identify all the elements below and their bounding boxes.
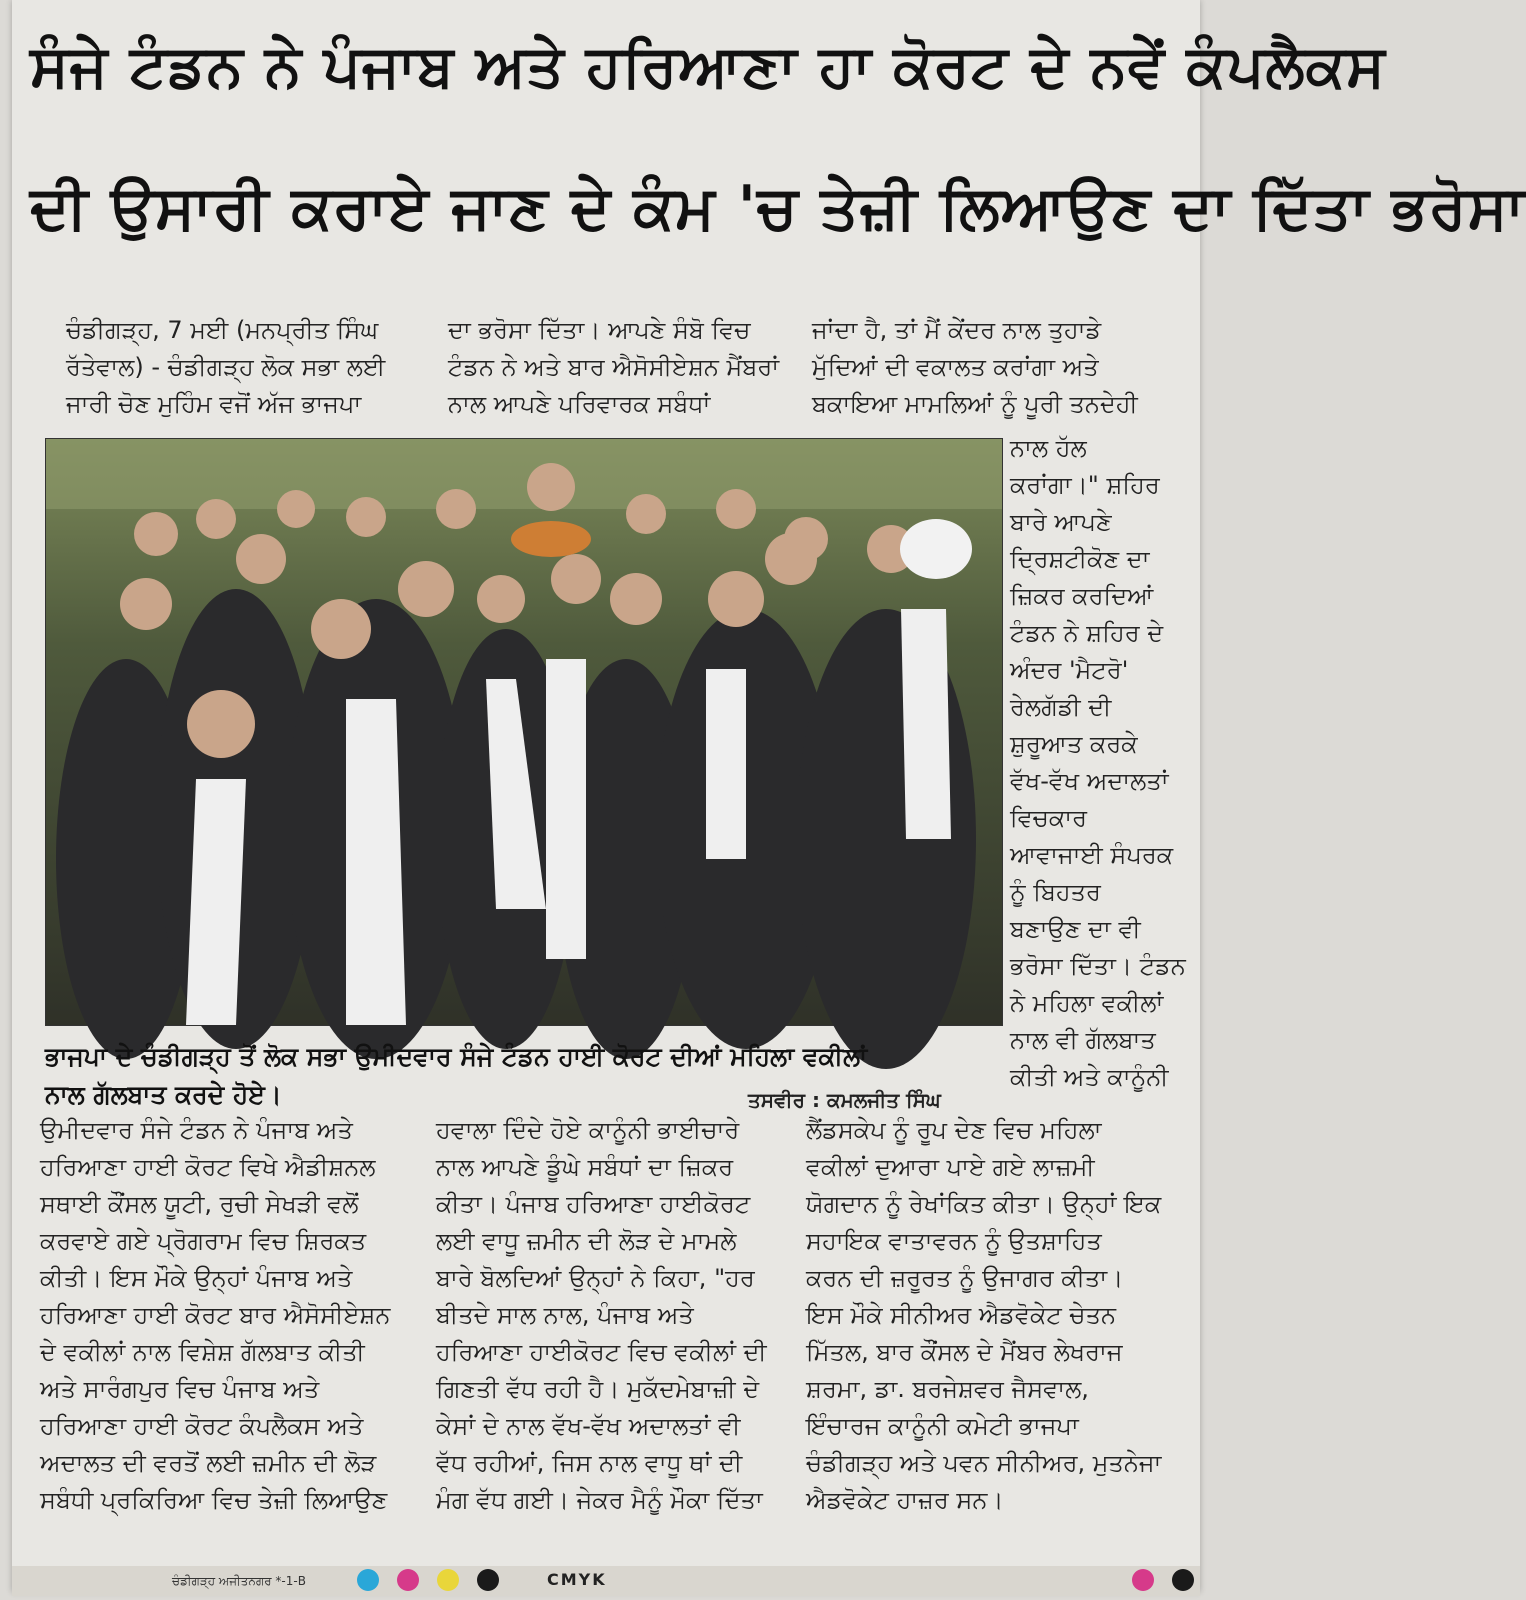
news-photo-illustration: [46, 439, 1002, 1025]
side-column: ਨਾਲ ਹੱਲ ਕਰਾਂਗਾ।" ਸ਼ਹਿਰ ਬਾਰੇ ਆਪਣੇ ਦ੍ਰਿਸ਼ਟੀਕੋਣ ਦਾ ਜ਼ਿਕਰ ਕਰਦਿਆਂ ਟੰਡਨ ਨੇ ਸ਼ਹਿਰ ਦੇ ਅੰਦਰ 'ਮੈਟਰੋ' ਰੇਲਗੱਡੀ ਦੀ ਸ਼ੁਰੂਆਤ ਕਰਕੇ ਵੱਖ-ਵੱਖ ਅਦਾਲਤਾਂ ਵਿਚਕਾਰ ਆਵਾਜਾਈ ਸੰਪਰਕ ਨੂੰ ਬਿਹਤਰ ਬਣਾਉਣ ਦਾ ਵੀ ਭਰੋਸਾ ਦਿੱਤਾ। ਟੰਡਨ ਨੇ ਮਹਿਲਾ ਵਕੀਲਾਂ ਨਾਲ ਵੀ ਗੱਲਬਾਤ ਕੀਤੀ ਅਤੇ ਕਾਨੂੰਨੀ: [1010, 434, 1186, 1091]
black-registration-dot: [477, 1569, 499, 1591]
body-column-3: ਲੈਂਡਸਕੇਪ ਨੂੰ ਰੂਪ ਦੇਣ ਵਿਚ ਮਹਿਲਾ ਵਕੀਲਾਂ ਦੁਆਰਾ ਪਾਏ ਗਏ ਲਾਜ਼ਮੀ ਯੋਗਦਾਨ ਨੂੰ ਰੇਖਾਂਕਿਤ ਕੀਤਾ। ਉਨ੍ਹਾਂ ਇਕ ਸਹਾਇਕ ਵਾਤਾਵਰਨ ਨੂੰ ਉਤਸ਼ਾਹਿਤ ਕਰਨ ਦੀ ਜ਼ਰੂਰਤ ਨੂੰ ਉਜਾਗਰ ਕੀਤਾ। ਇਸ ਮੌਕੇ ਸੀਨੀਅਰ ਐਡਵੋਕੇਟ ਚੇਤਨ ਮਿੱਤਲ, ਬਾਰ ਕੌਂਸਲ ਦੇ ਮੈਂਬਰ ਲੇਖਰਾਜ ਸ਼ਰਮਾ, ਡਾ. ਬਰਜੇਸ਼ਵਰ ਜੈਸਵਾਲ, ਇੰਚਾਰਜ ਕਾਨੂੰਨੀ ਕਮੇਟੀ ਭਾਜਪਾ ਚੰਡੀਗੜ੍ਹ ਅਤੇ ਪਵਨ ਸੀਨੀਅਰ, ਮੁਤਨੇਜਾ ਐਡਵੋਕੇਟ ਹਾਜ਼ਰ ਸਨ।: [806, 1116, 1162, 1514]
headline-line-2: ਦੀ ਉਸਾਰੀ ਕਰਾਏ ਜਾਣ ਦੇ ਕੰਮ 'ਚ ਤੇਜ਼ੀ ਲਿਆਉਣ ਦਾ ਦਿੱਤਾ ਭਰੋਸਾ: [30, 173, 1526, 243]
intro-column-3: ਜਾਂਦਾ ਹੈ, ਤਾਂ ਮੈਂ ਕੇਂਦਰ ਨਾਲ ਤੁਹਾਡੇ ਮੁੱਦਿਆਂ ਦੀ ਵਕਾਲਤ ਕਰਾਂਗਾ ਅਤੇ ਬਕਾਇਆ ਮਾਮਲਿਆਂ ਨੂੰ ਪੂਰੀ ਤਨਦੇਹੀ: [812, 316, 1138, 418]
color-bar-label: CMYK: [547, 1570, 607, 1589]
cyan-registration-dot: [357, 1569, 379, 1591]
yellow-registration-dot: [437, 1569, 459, 1591]
footer-text: ਚੰਡੀਗੜ੍ਹ ਅਜੀਤਨਗਰ *-1-B: [172, 1574, 306, 1588]
news-photo: [45, 438, 1003, 1026]
black-registration-dot-right: [1172, 1569, 1194, 1591]
intro-column-2: ਦਾ ਭਰੋਸਾ ਦਿੱਤਾ। ਆਪਣੇ ਸੰਬੋ ਵਿਚ ਟੰਡਨ ਨੇ ਅਤੇ ਬਾਰ ਐਸੋਸੀਏਸ਼ਨ ਮੈਂਬਰਾਂ ਨਾਲ ਆਪਣੇ ਪਰਿਵਾਰਕ ਸਬੰਧਾਂ: [448, 316, 779, 418]
headline-line-1: ਸੰਜੇ ਟੰਡਨ ਨੇ ਪੰਜਾਬ ਅਤੇ ਹਰਿਆਣਾ ਹਾ ਕੋਰਟ ਦੇ ਨਵੇਂ ਕੰਪਲੈਕਸ: [30, 32, 1386, 100]
photo-caption: ਭਾਜਪਾ ਦੇ ਚੰਡੀਗੜ੍ਹ ਤੋਂ ਲੋਕ ਸਭਾ ਉਮੀਦਵਾਰ ਸੰਜੇ ਟੰਡਨ ਹਾਈ ਕੋਰਟ ਦੀਆਂ ਮਹਿਲਾ ਵਕੀਲਾਂ ਨਾਲ ਗੱਲਬਾਤ ਕਰਦੇ ਹੋਏ।: [45, 1042, 868, 1109]
magenta-registration-dot-right: [1132, 1569, 1154, 1591]
footer-strip: [12, 1566, 1200, 1596]
photo-credit: ਤਸਵੀਰ : ਕਮਲਜੀਤ ਸਿੰਘ: [748, 1088, 941, 1112]
body-column-2: ਹਵਾਲਾ ਦਿੰਦੇ ਹੋਏ ਕਾਨੂੰਨੀ ਭਾਈਚਾਰੇ ਨਾਲ ਆਪਣੇ ਡੂੰਘੇ ਸਬੰਧਾਂ ਦਾ ਜ਼ਿਕਰ ਕੀਤਾ। ਪੰਜਾਬ ਹਰਿਆਣਾ ਹਾਈਕੋਰਟ ਲਈ ਵਾਧੂ ਜ਼ਮੀਨ ਦੀ ਲੋੜ ਦੇ ਮਾਮਲੇ ਬਾਰੇ ਬੋਲਦਿਆਂ ਉਨ੍ਹਾਂ ਨੇ ਕਿਹਾ, "ਹਰ ਬੀਤਦੇ ਸਾਲ ਨਾਲ, ਪੰਜਾਬ ਅਤੇ ਹਰਿਆਣਾ ਹਾਈਕੋਰਟ ਵਿਚ ਵਕੀਲਾਂ ਦੀ ਗਿਣਤੀ ਵੱਧ ਰਹੀ ਹੈ। ਮੁਕੱਦਮੇਬਾਜ਼ੀ ਦੇ ਕੇਸਾਂ ਦੇ ਨਾਲ ਵੱਖ-ਵੱਖ ਅਦਾਲਤਾਂ ਵੀ ਵੱਧ ਰਹੀਆਂ, ਜਿਸ ਨਾਲ ਵਾਧੂ ਥਾਂ ਦੀ ਮੰਗ ਵੱਧ ਗਈ। ਜੇਕਰ ਮੈਨੂੰ ਮੌਕਾ ਦਿੱਤਾ: [436, 1116, 767, 1514]
intro-column-1: ਚੰਡੀਗੜ੍ਹ, 7 ਮਈ (ਮਨਪ੍ਰੀਤ ਸਿੰਘ ਰੱਤੇਵਾਲ) - ਚੰਡੀਗੜ੍ਹ ਲੋਕ ਸਭਾ ਲਈ ਜਾਰੀ ਚੋਣ ਮੁਹਿੰਮ ਵਜੋਂ ਅੱਜ ਭਾਜਪਾ: [66, 316, 386, 418]
magenta-registration-dot: [397, 1569, 419, 1591]
body-column-1: ਉਮੀਦਵਾਰ ਸੰਜੇ ਟੰਡਨ ਨੇ ਪੰਜਾਬ ਅਤੇ ਹਰਿਆਣਾ ਹਾਈ ਕੋਰਟ ਵਿਖੇ ਐਡੀਸ਼ਨਲ ਸਥਾਈ ਕੌਂਸਲ ਯੂਟੀ, ਰੁਚੀ ਸੇਖੜੀ ਵਲੋਂ ਕਰਵਾਏ ਗਏ ਪ੍ਰੋਗਰਾਮ ਵਿਚ ਸ਼ਿਰਕਤ ਕੀਤੀ। ਇਸ ਮੌਕੇ ਉਨ੍ਹਾਂ ਪੰਜਾਬ ਅਤੇ ਹਰਿਆਣਾ ਹਾਈ ਕੋਰਟ ਬਾਰ ਐਸੋਸੀਏਸ਼ਨ ਦੇ ਵਕੀਲਾਂ ਨਾਲ ਵਿਸ਼ੇਸ਼ ਗੱਲਬਾਤ ਕੀਤੀ ਅਤੇ ਸਾਰੰਗਪੁਰ ਵਿਚ ਪੰਜਾਬ ਅਤੇ ਹਰਿਆਣਾ ਹਾਈ ਕੋਰਟ ਕੰਪਲੈਕਸ ਅਤੇ ਅਦਾਲਤ ਦੀ ਵਰਤੋਂ ਲਈ ਜ਼ਮੀਨ ਦੀ ਲੋੜ ਸਬੰਧੀ ਪ੍ਰਕਿਰਿਆ ਵਿਚ ਤੇਜ਼ੀ ਲਿਆਉਣ: [40, 1116, 391, 1514]
